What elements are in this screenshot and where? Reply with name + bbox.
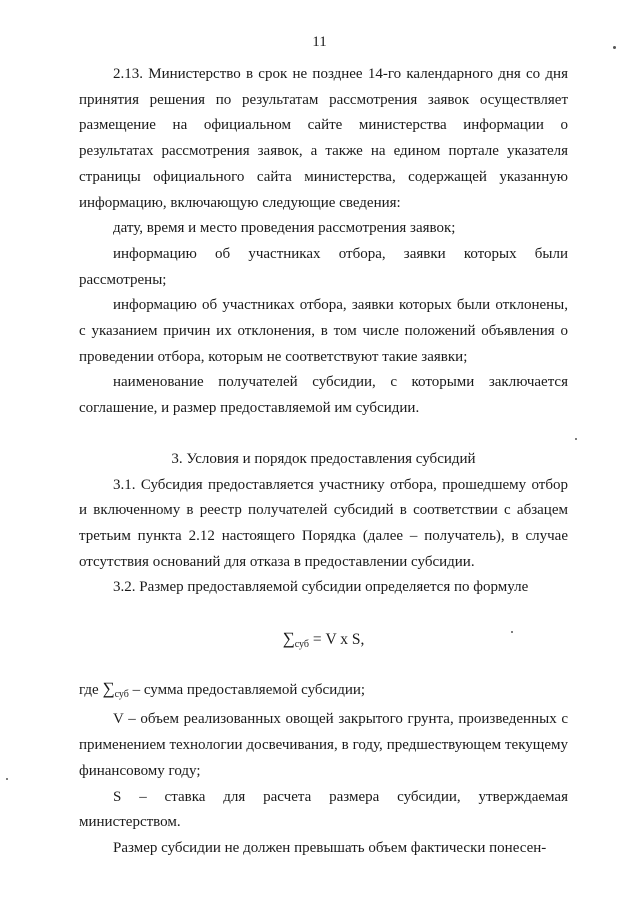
list-item-date: дату, время и место проведения рассмотрения заявок; (113, 220, 456, 237)
section-title: 3. Условия и порядок предоставления субсидий (171, 450, 476, 467)
legend-sum-description: – сумма предоставляемой субсидии; (128, 681, 366, 698)
scan-speck (511, 631, 513, 633)
legend-sum-subscript: суб (114, 688, 129, 700)
final-paragraph: Размер субсидии не должен превышать объем фактически понесен- (113, 839, 547, 856)
legend-sum-symbol: ∑ (102, 678, 115, 698)
legend-s: S – ставка для расчета размера субсидии, утверждаемая министерством. (79, 788, 568, 831)
formula (79, 626, 568, 658)
list-item-reviewed: информацию об участниках отбора, заявки которых были рассмотрены; (79, 245, 568, 288)
list-item-recipients: наименование получателей субсидии, с которыми заключается соглашение, и размер предоставляемой им субсидии. (79, 374, 568, 417)
formula-sum-symbol: ∑ (282, 629, 295, 649)
paragraph-2-13: 2.13. Министерство в срок не позднее 14-го календарного дня со дня принятия решения по результатам рассмотрения заявок осуществляет размещение на официальном сайте министерства информации о результатах рассмотрения заявок, а также на едином портале указателя страницы официального сайта министерства, содержащей указанную информацию, включающую следующие сведения: (79, 66, 568, 211)
paragraph-3-2: 3.2. Размер предоставляемой субсидии определяется по формуле (113, 579, 529, 596)
scan-speck (613, 46, 616, 49)
legend-v: V – объем реализованных овощей закрытого грунта, произведенных с применением технологии досвечивания, в году, предшествующем текущему финансовому году; (79, 711, 568, 779)
formula-subscript: суб (294, 639, 309, 651)
document-body (79, 62, 568, 862)
legend-where-prefix: где (79, 681, 103, 698)
page-number: 11 (312, 34, 327, 50)
list-item-rejected: информацию об участниках отбора, заявки которых были отклонены, с указанием причин их отклонения, в том числе положений объявления о проведении отбора, которым не соответствуют такие заявки; (79, 297, 568, 365)
paragraph-3-1: 3.1. Субсидия предоставляется участнику отбора, прошедшему отбор и включенному в реестр получателей субсидий в соответствии с абзацем третьим пункта 2.12 настоящего Порядка (далее – получатель), в случае отсутствия оснований для отказа в предоставлении субсидии. (79, 476, 568, 570)
scan-speck (575, 438, 577, 440)
legend-sum (79, 676, 568, 708)
formula-expression: = V x S, (308, 631, 365, 649)
scan-speck (6, 778, 8, 780)
